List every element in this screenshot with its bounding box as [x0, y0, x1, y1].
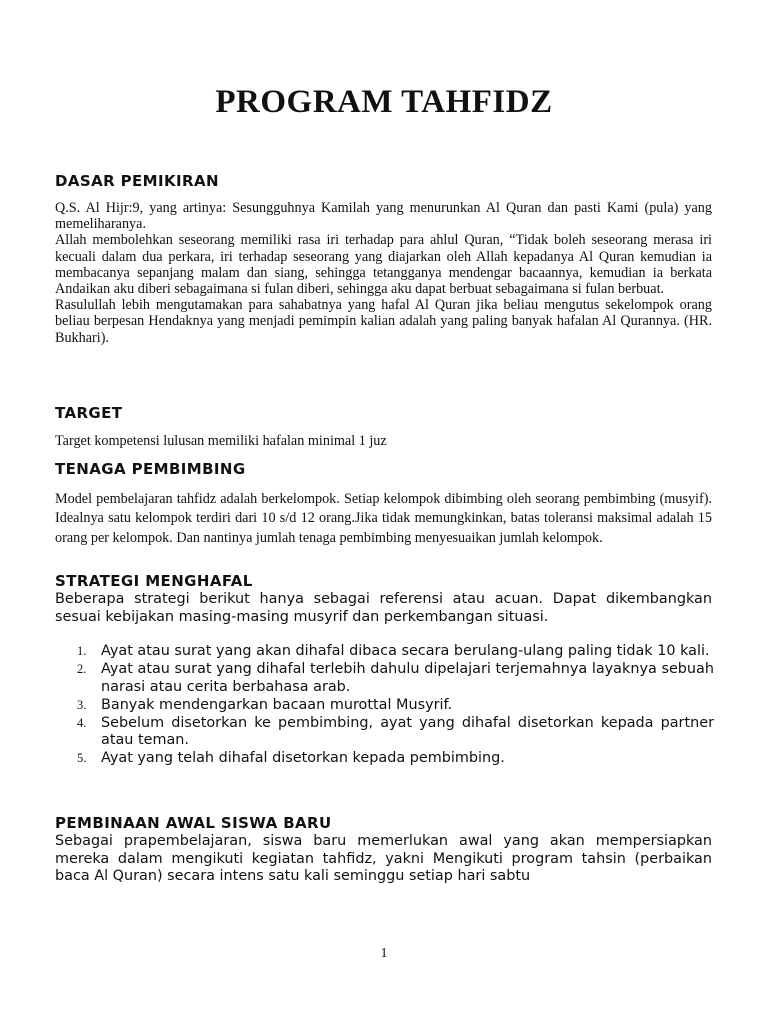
- heading-strategi-menghafal: STRATEGI MENGHAFAL: [55, 572, 253, 590]
- heading-pembinaan-awal: PEMBINAAN AWAL SISWA BARU: [55, 814, 332, 832]
- target-text: Target kompetensi lulusan memiliki hafalan minimal 1 juz: [55, 433, 387, 449]
- heading-tenaga-pembimbing: TENAGA PEMBIMBING: [55, 460, 246, 478]
- list-item-text: Sebelum disetorkan ke pembimbing, ayat yang dihafal disetorkan kepada partner atau teman.: [101, 714, 714, 749]
- strategi-intro: Beberapa strategi berikut hanya sebagai referensi atau acuan. Dapat dikembangkan sesuai kebijakan masing-masing musyrif dan perkembangan situasi.: [55, 591, 712, 625]
- list-item: [55, 697, 714, 715]
- list-item-text: Banyak mendengarkan bacaan murottal Musyrif.: [101, 696, 453, 713]
- list-item: [55, 750, 714, 768]
- list-item: [55, 715, 714, 750]
- heading-target: TARGET: [55, 404, 123, 422]
- list-number: 1.: [77, 644, 87, 658]
- dasar-paragraph: Rasulullah lebih mengutamakan para sahabatnya yang hafal Al Quran jika beliau mengutus sekelompok orang beliau berpesan Hendaknya yang menjadi pemimpin kalian adalah yang paling banyak hafalan Al Qurannya. (HR. Bukhari).: [55, 297, 712, 346]
- dasar-paragraph: Allah membolehkan seseorang memiliki rasa iri terhadap para ahlul Quran, “Tidak boleh seseorang merasa iri kecuali dalam dua perkara, iri terhadap seseorang yang diajarkan oleh Allah kepadanya Al Quran kemudian ia membacanya sepanjang malam dan siang, sehingga tetangganya mendengar bacaannya, kemudian ia berkata Andaikan aku diberi sebagaimana si fulan diberi, sehingga aku dapat berbuat sebagaimana si fulan berbuat.: [55, 232, 712, 298]
- list-item-text: Ayat yang telah dihafal disetorkan kepada pembimbing.: [101, 750, 505, 767]
- list-item: [55, 661, 714, 696]
- page-title: PROGRAM TAHFIDZ: [215, 84, 553, 120]
- page-number: 1: [380, 946, 388, 961]
- heading-dasar-pemikiran: DASAR PEMIKIRAN: [55, 172, 219, 190]
- tenaga-pembimbing-text: Model pembelajaran tahfidz adalah berkelompok. Setiap kelompok dibimbing oleh seorang pembimbing (musyif). Idealnya satu kelompok terdiri dari 10 s/d 12 orang.Jika tidak memungkinkan, batas toleransi maksimal adalah 15 orang per kelompok. Dan nantinya jumlah tenaga pembimbing menyesuaikan jumlah kelompok.: [55, 491, 712, 546]
- pembinaan-awal-text: Sebagai prapembelajaran, siswa baru memerlukan awal yang akan mempersiapkan mereka dalam mengikuti kegiatan tahfidz, yakni Mengikuti program tahsin (perbaikan baca Al Quran) secara intens satu kali seminggu setiap hari sabtu: [55, 833, 712, 884]
- list-item: [55, 643, 714, 661]
- dasar-pemikiran-body: [55, 200, 712, 346]
- list-number: 2.: [77, 662, 87, 677]
- list-item-text: Ayat atau surat yang dihafal terlebih dahulu dipelajari terjemahnya layaknya sebuah narasi atau cerita berbahasa arab.: [101, 661, 714, 695]
- list-number: 5.: [77, 751, 87, 766]
- strategi-list: [55, 643, 714, 768]
- list-number: 3.: [77, 697, 87, 712]
- list-item-text: Ayat atau surat yang akan dihafal dibaca secara berulang-ulang paling tidak 10 kali.: [101, 643, 710, 659]
- list-number: 4.: [77, 715, 87, 730]
- dasar-paragraph: Q.S. Al Hijr:9, yang artinya: Sesungguhnya Kamilah yang menurunkan Al Quran dan pasti Kami (pula) yang memeliharanya.: [55, 200, 712, 233]
